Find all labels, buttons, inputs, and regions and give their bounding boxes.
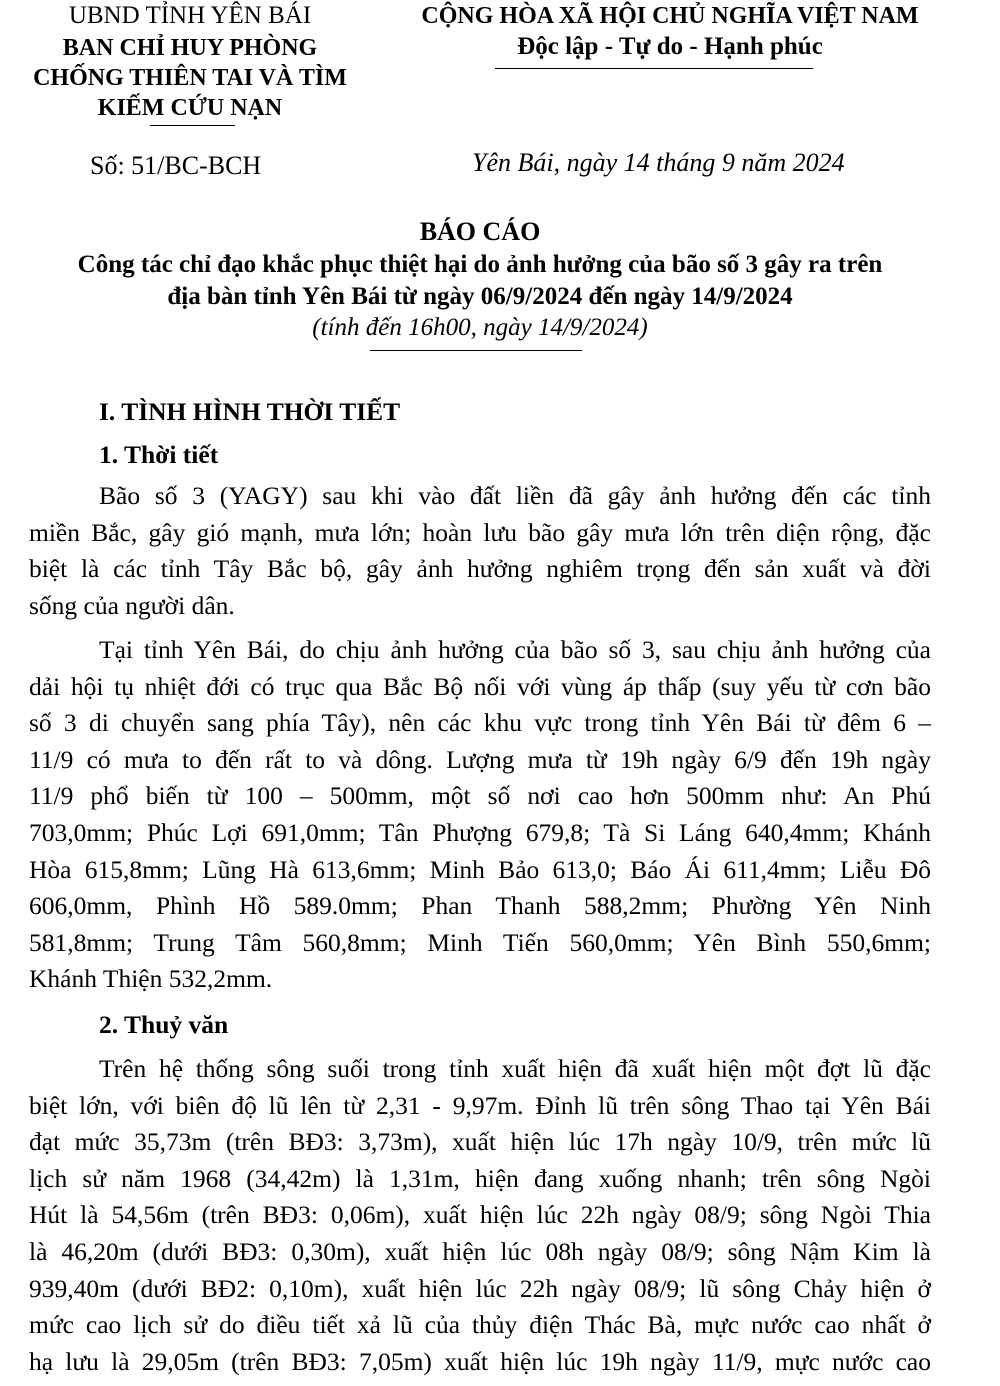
weather-paragraph-2 [29, 632, 931, 998]
section-heading: I. TÌNH HÌNH THỜI TIẾT [99, 397, 401, 426]
text-line: hạ lưu là 29,05m (trên BĐ3: 7,05m) xuất hiện lúc 19h ngày 11/9, mực nước cao [29, 1346, 931, 1376]
text-line: lịch sử năm 1968 (34,42m) là 1,31m, hiện đang xuống nhanh; trên sông Ngòi [29, 1163, 931, 1193]
text-line: biệt lớn, với biên độ lũ lên từ 2,31 - 9,97m. Đỉnh lũ trên sông Thao tại Yên Bái [29, 1090, 931, 1120]
text-line: 939,40m (dưới BĐ2: 0,10m), xuất hiện lúc 22h ngày 08/9; lũ sông Chảy hiện ở [29, 1273, 931, 1303]
text-line: Tại tỉnh Yên Bái, do chịu ảnh hưởng của bão số 3, sau chịu ảnh hưởng của [99, 635, 931, 664]
title-line-1: Công tác chỉ đạo khắc phục thiệt hại do ảnh hưởng của bão số 3 gây ra trên [77, 251, 883, 278]
text-line: Hòa 615,8mm; Lũng Hà 613,6mm; Minh Bảo 613,0; Báo Ái 611,4mm; Liễu Đô [29, 854, 931, 884]
document-date: Yên Bái, ngày 14 tháng 9 năm 2024 [472, 148, 845, 177]
document-number: Số: 51/BC-BCH [90, 151, 262, 180]
text-line: 703,0mm; Phúc Lợi 691,0mm; Tân Phượng 679,8; Tà Si Láng 640,4mm; Khánh [29, 817, 931, 847]
authority-line-1: UBND TỈNH YÊN BÁI [68, 2, 312, 29]
national-name: CỘNG HÒA XÃ HỘI CHỦ NGHĨA VIỆT NAM [421, 3, 919, 29]
text-line: đạt mức 35,73m (trên BĐ3: 3,73m), xuất hiện lúc 17h ngày 10/9, trên mức lũ [29, 1127, 931, 1157]
text-line: 581,8mm; Trung Tâm 560,8mm; Minh Tiến 560,0mm; Yên Bình 550,6mm; [29, 927, 931, 957]
title-main: BÁO CÁO [419, 217, 541, 246]
text-line: Khánh Thiện 532,2mm. [29, 964, 273, 994]
weather-paragraph-1 [29, 478, 931, 624]
authority-line-2: BAN CHỈ HUY PHÒNG [62, 35, 318, 61]
text-line: mức cao lịch sử do điều tiết xả lũ của thủy điện Thác Bà, mực nước cao nhất ở [29, 1310, 931, 1340]
subsection-heading-weather: 1. Thời tiết [99, 440, 219, 469]
motto: Độc lập - Tự do - Hạnh phúc [517, 33, 823, 60]
text-line: dải hội tụ nhiệt đới có trục qua Bắc Bộ nối với vùng áp thấp (suy yếu từ cơn bão [29, 671, 931, 701]
authority-line-3: CHỐNG THIÊN TAI VÀ TÌM [33, 65, 347, 91]
text-line: miền Bắc, gây gió mạnh, mưa lớn; hoàn lưu bão gây mưa lớn trên diện rộng, đặc [29, 517, 931, 547]
text-line: Trên hệ thống sông suối trong tỉnh xuất hiện đã xuất hiện một đợt lũ đặc [99, 1054, 931, 1083]
title-line-2: địa bàn tỉnh Yên Bái từ ngày 06/9/2024 đến ngày 14/9/2024 [167, 283, 793, 310]
text-line: 11/9 phổ biến từ 100 – 500mm, một số nơi cao hơn 500mm như: An Phú [29, 781, 931, 811]
text-line: 606,0mm, Phình Hồ 589.0mm; Phan Thanh 588,2mm; Phường Yên Ninh [29, 891, 931, 921]
title-line-3: (tính đến 16h00, ngày 14/9/2024) [312, 314, 648, 341]
text-line: sống của người dân. [29, 590, 235, 620]
motto-underline [495, 68, 813, 69]
authority-underline [150, 125, 235, 126]
text-line: biệt là các tỉnh Tây Bắc bộ, gây ảnh hưởng nghiêm trọng đến sản xuất và đời [29, 554, 931, 584]
text-line: số 3 di chuyển sang phía Tây), nên các khu vực trong tỉnh Yên Bái từ đêm 6 – [29, 708, 931, 738]
hydrology-paragraph-1 [29, 1051, 931, 1380]
subsection-heading-hydrology: 2. Thuỷ văn [99, 1010, 229, 1039]
authority-line-4: KIẾM CỨU NẠN [97, 95, 283, 121]
text-line: Hút là 54,56m (trên BĐ3: 0,06m), xuất hiện lúc 22h ngày 08/9; sông Ngòi Thia [29, 1200, 931, 1230]
text-line: Bão số 3 (YAGY) sau khi vào đất liền đã gây ảnh hưởng đến các tỉnh [99, 481, 931, 510]
text-line: là 46,20m (dưới BĐ3: 0,30m), xuất hiện lúc 08h ngày 08/9; sông Nậm Kim là [29, 1236, 931, 1266]
title-underline [370, 350, 582, 351]
text-line: 11/9 có mưa to đến rất to và dông. Lượng mưa từ 19h ngày 6/9 đến 19h ngày [29, 744, 931, 774]
